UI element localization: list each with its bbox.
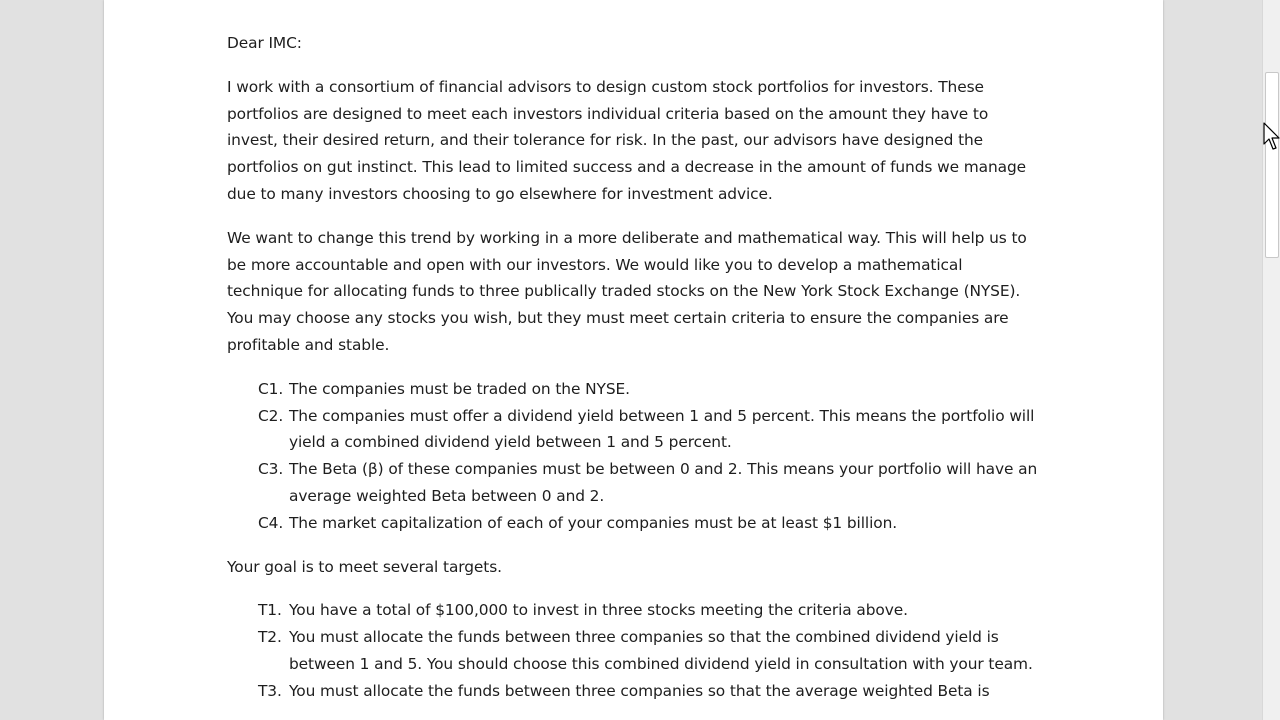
list-item — [227, 624, 1039, 678]
scrollbar-thumb[interactable] — [1265, 72, 1279, 258]
greeting: Dear IMC: — [227, 34, 302, 52]
mouse-pointer-icon — [1263, 122, 1280, 152]
list-item-text: The Beta (β) of these companies must be between 0 and 2. This means your portfolio will have an average weighted Beta between 0 and 2. — [289, 460, 1038, 505]
list-item-text: The companies must be traded on the NYSE. — [289, 379, 630, 398]
list-item-text: The companies must offer a dividend yield between 1 and 5 percent. This means the portfolio will yield a combined dividend yield between 1 and 5 percent. — [289, 406, 1035, 452]
list-item-text: You have a total of $100,000 to invest in three stocks meeting the criteria above. — [289, 601, 908, 620]
paragraph-goal: Your goal is to meet several targets. — [227, 557, 502, 576]
list-marker: T1. — [258, 601, 282, 620]
criteria-list — [227, 376, 1039, 537]
document-body — [227, 30, 1039, 720]
list-item — [227, 597, 1039, 624]
paragraph-intro: I work with a consortium of financial advisors to design custom stock portfolios for investors. These portfolios are designed to meet each investors individual criteria based on the amount they have to invest, their desired return, and their tolerance for risk. In the past, our advisors have designed the portfolios on gut instinct. This lead to limited success and a decrease in the amount of funds we manage due to many investors choosing to go elsewhere for investment advice. — [227, 77, 1026, 203]
list-marker: C2. — [258, 406, 284, 425]
targets-list — [227, 597, 1039, 704]
list-item — [227, 456, 1039, 510]
paragraph-request: We want to change this trend by working in a more deliberate and mathematical way. This will help us to be more accountable and open with our investors. We would like you to develop a mathematical technique for allocating funds to three publically traded stocks on the New York Stock Exchange (NYSE). You may choose any stocks you wish, but they must meet certain criteria to ensure the companies are profitable and stable. — [227, 228, 1027, 354]
vertical-scrollbar[interactable] — [1262, 0, 1280, 720]
list-item-text: You must allocate the funds between three companies so that the combined dividend yield is between 1 and 5. You should choose this combined dividend yield in consultation with your team. — [289, 628, 1033, 673]
list-marker: T2. — [258, 628, 282, 647]
list-item — [227, 678, 1039, 705]
list-item — [227, 510, 1039, 537]
list-item — [227, 403, 1039, 457]
list-marker: C4. — [258, 513, 284, 532]
list-marker: C3. — [258, 460, 284, 479]
list-marker: T3. — [258, 681, 282, 700]
list-item-text: The market capitalization of each of your companies must be at least $1 billion. — [289, 513, 898, 532]
document-page — [104, 0, 1163, 720]
list-item-text: You must allocate the funds between three companies so that the average weighted Beta is — [289, 681, 990, 700]
list-item — [227, 376, 1039, 403]
list-marker: C1. — [258, 379, 284, 398]
